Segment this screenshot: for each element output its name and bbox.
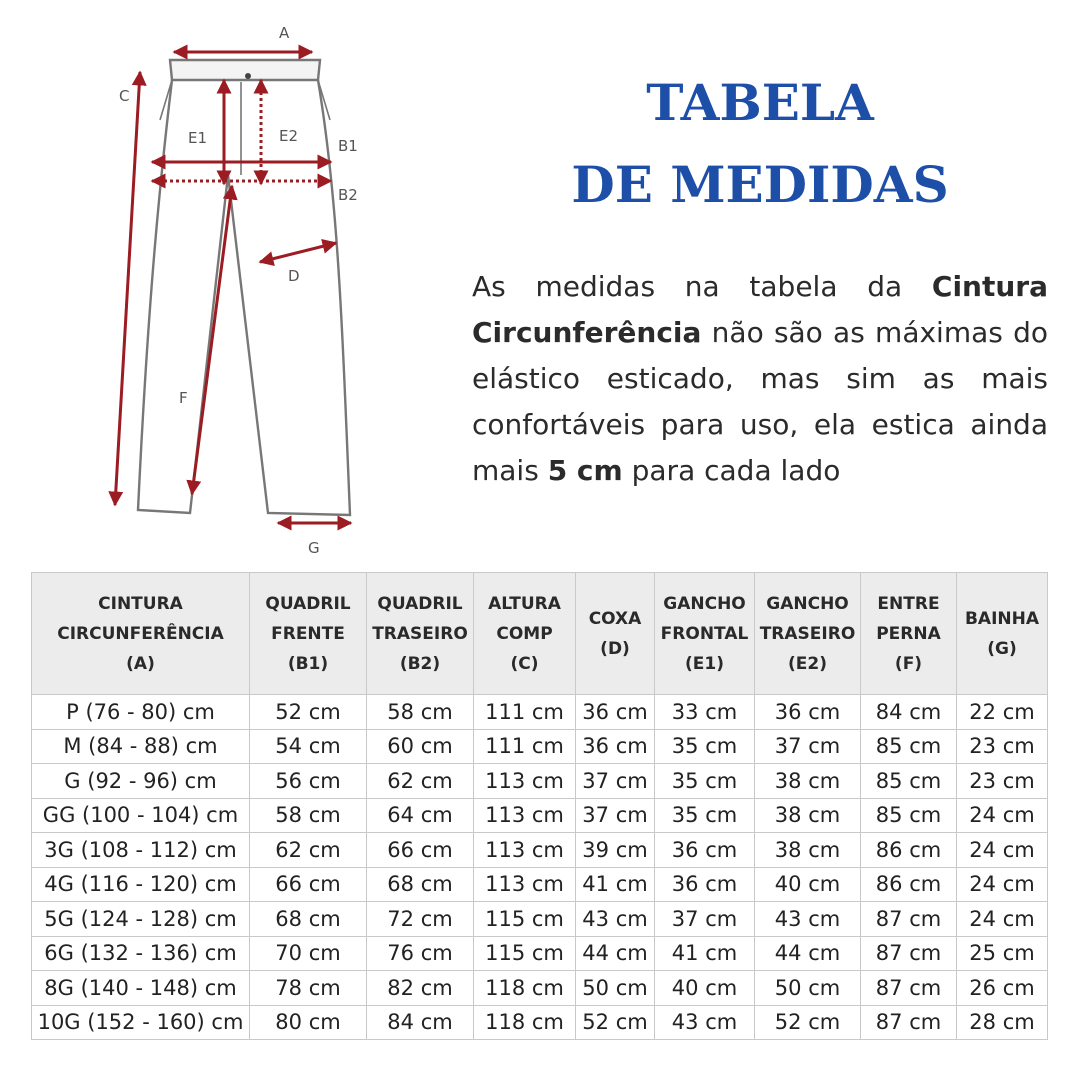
note-text-1: As medidas na tabela da	[472, 270, 932, 303]
measurement-cell: 84 cm	[861, 695, 957, 730]
size-cell: P (76 - 80) cm	[32, 695, 250, 730]
column-header	[32, 573, 250, 695]
measurement-cell: 43 cm	[755, 902, 861, 937]
note-text-3: para cada lado	[622, 454, 841, 487]
measurement-cell: 86 cm	[861, 867, 957, 902]
column-header-line: CINTURA	[98, 593, 183, 614]
measurement-cell: 37 cm	[576, 798, 655, 833]
label-c: C	[119, 87, 130, 105]
measurement-cell: 64 cm	[367, 798, 474, 833]
size-cell: GG (100 - 104) cm	[32, 798, 250, 833]
size-cell: G (92 - 96) cm	[32, 764, 250, 799]
measurement-cell: 24 cm	[957, 867, 1048, 902]
measurement-cell: 36 cm	[576, 729, 655, 764]
measurement-cell: 41 cm	[655, 936, 755, 971]
measurement-cell: 36 cm	[655, 867, 755, 902]
measurement-cell: 35 cm	[655, 729, 755, 764]
measurement-cell: 111 cm	[474, 695, 576, 730]
pants-measurement-diagram	[100, 20, 380, 560]
measurement-cell: 72 cm	[367, 902, 474, 937]
measurement-cell: 24 cm	[957, 833, 1048, 868]
label-f: F	[179, 389, 188, 407]
measurement-cell: 25 cm	[957, 936, 1048, 971]
column-header-line: QUADRIL	[265, 593, 351, 614]
column-header	[755, 573, 861, 695]
column-header-line: (B2)	[399, 653, 441, 674]
measurement-cell: 113 cm	[474, 867, 576, 902]
measurement-cell: 82 cm	[367, 971, 474, 1006]
table-row	[32, 695, 1048, 730]
size-cell: 4G (116 - 120) cm	[32, 867, 250, 902]
size-table	[31, 572, 1048, 1040]
column-header-line: (D)	[600, 638, 630, 659]
column-header-line: (F)	[894, 653, 923, 674]
measurement-cell: 50 cm	[576, 971, 655, 1006]
measurement-cell: 115 cm	[474, 902, 576, 937]
note-text-2: não são as máximas do elástico esticado, mas sim as mais confortáveis para uso, ela estica ainda mais	[472, 316, 1048, 487]
measurement-cell: 60 cm	[367, 729, 474, 764]
table-body	[32, 695, 1048, 1040]
measurement-cell: 39 cm	[576, 833, 655, 868]
table-row	[32, 867, 1048, 902]
measurement-cell: 23 cm	[957, 764, 1048, 799]
measurement-cell: 62 cm	[367, 764, 474, 799]
column-header-line: TRASEIRO	[372, 623, 468, 644]
table-row	[32, 729, 1048, 764]
column-header-line: GANCHO	[766, 593, 849, 614]
table-row	[32, 833, 1048, 868]
measurement-cell: 68 cm	[250, 902, 367, 937]
measurement-cell: 66 cm	[367, 833, 474, 868]
label-g: G	[308, 539, 320, 557]
column-header-line: ALTURA	[488, 593, 561, 614]
table-row	[32, 971, 1048, 1006]
label-b2: B2	[338, 186, 358, 204]
label-a: A	[279, 24, 290, 42]
page-title	[560, 62, 960, 226]
column-header	[655, 573, 755, 695]
column-header	[250, 573, 367, 695]
size-cell: 6G (132 - 136) cm	[32, 936, 250, 971]
measurement-cell: 35 cm	[655, 798, 755, 833]
measurement-cell: 40 cm	[755, 867, 861, 902]
column-header-line: (B1)	[287, 653, 329, 674]
measurement-cell: 113 cm	[474, 764, 576, 799]
size-cell: M (84 - 88) cm	[32, 729, 250, 764]
measurement-cell: 54 cm	[250, 729, 367, 764]
measurement-cell: 35 cm	[655, 764, 755, 799]
measurement-cell: 40 cm	[655, 971, 755, 1006]
measurement-cell: 87 cm	[861, 1005, 957, 1040]
measurement-cell: 28 cm	[957, 1005, 1048, 1040]
measurement-note	[472, 264, 1048, 494]
note-bold-stretch: 5 cm	[547, 454, 623, 487]
title-line-1: TABELA	[646, 73, 874, 132]
measurement-cell: 76 cm	[367, 936, 474, 971]
measurement-cell: 41 cm	[576, 867, 655, 902]
measurement-cell: 62 cm	[250, 833, 367, 868]
measurement-cell: 70 cm	[250, 936, 367, 971]
measurement-cell: 38 cm	[755, 833, 861, 868]
measurement-cell: 36 cm	[755, 695, 861, 730]
measurement-cell: 52 cm	[250, 695, 367, 730]
label-b1: B1	[338, 137, 358, 155]
measurement-cell: 44 cm	[755, 936, 861, 971]
column-header-line: (C)	[510, 653, 539, 674]
column-header-line: COMP	[496, 623, 553, 644]
column-header-line: (A)	[126, 653, 155, 674]
button-mark	[245, 73, 251, 79]
title-line-2: DE MEDIDAS	[571, 155, 949, 214]
measurement-cell: 44 cm	[576, 936, 655, 971]
column-header	[367, 573, 474, 695]
column-header-line: (G)	[987, 638, 1017, 659]
measurement-cell: 37 cm	[655, 902, 755, 937]
measurement-cell: 56 cm	[250, 764, 367, 799]
measurement-cell: 113 cm	[474, 798, 576, 833]
measurement-cell: 43 cm	[655, 1005, 755, 1040]
measurement-cell: 80 cm	[250, 1005, 367, 1040]
column-header-line: QUADRIL	[377, 593, 463, 614]
column-header-line: (E1)	[685, 653, 724, 674]
table-row	[32, 902, 1048, 937]
column-header	[957, 573, 1048, 695]
measurement-cell: 36 cm	[655, 833, 755, 868]
column-header-line: CIRCUNFERÊNCIA	[57, 623, 224, 644]
note-bold-waist: Cintura Circunferência	[472, 270, 1048, 349]
column-header-line: BAINHA	[964, 608, 1040, 629]
measurement-cell: 38 cm	[755, 764, 861, 799]
column-header	[861, 573, 957, 695]
measurement-cell: 86 cm	[861, 833, 957, 868]
measurement-cell: 52 cm	[576, 1005, 655, 1040]
measurement-cell: 87 cm	[861, 971, 957, 1006]
measurement-cell: 37 cm	[755, 729, 861, 764]
table-row	[32, 764, 1048, 799]
measurement-cell: 24 cm	[957, 902, 1048, 937]
measurement-cell: 118 cm	[474, 1005, 576, 1040]
size-cell: 10G (152 - 160) cm	[32, 1005, 250, 1040]
measurement-cell: 87 cm	[861, 936, 957, 971]
measurement-cell: 87 cm	[861, 902, 957, 937]
column-header-line: FRONTAL	[660, 623, 749, 644]
measurement-cell: 43 cm	[576, 902, 655, 937]
size-cell: 8G (140 - 148) cm	[32, 971, 250, 1006]
measurement-cell: 52 cm	[755, 1005, 861, 1040]
measurement-cell: 58 cm	[367, 695, 474, 730]
column-header-line: PERNA	[876, 623, 941, 644]
measurement-cell: 113 cm	[474, 833, 576, 868]
measurement-cell: 24 cm	[957, 798, 1048, 833]
column-header-line: ENTRE	[877, 593, 940, 614]
column-header-line: FRENTE	[271, 623, 345, 644]
measurement-cell: 37 cm	[576, 764, 655, 799]
measurement-cell: 111 cm	[474, 729, 576, 764]
column-header-line: (E2)	[788, 653, 827, 674]
column-header-line: TRASEIRO	[759, 623, 856, 644]
measurement-cell: 118 cm	[474, 971, 576, 1006]
measurement-cell: 85 cm	[861, 764, 957, 799]
column-header	[576, 573, 655, 695]
column-header-line: COXA	[588, 608, 642, 629]
measurement-cell: 115 cm	[474, 936, 576, 971]
measurement-cell: 84 cm	[367, 1005, 474, 1040]
measurement-cell: 26 cm	[957, 971, 1048, 1006]
measurement-cell: 58 cm	[250, 798, 367, 833]
table-row	[32, 798, 1048, 833]
measurement-cell: 50 cm	[755, 971, 861, 1006]
measurement-cell: 38 cm	[755, 798, 861, 833]
label-d: D	[288, 267, 300, 285]
table-row	[32, 1005, 1048, 1040]
measurement-cell: 66 cm	[250, 867, 367, 902]
size-cell: 3G (108 - 112) cm	[32, 833, 250, 868]
measurement-cell: 68 cm	[367, 867, 474, 902]
measurement-cell: 85 cm	[861, 729, 957, 764]
measurement-cell: 78 cm	[250, 971, 367, 1006]
measurement-cell: 23 cm	[957, 729, 1048, 764]
table-row	[32, 936, 1048, 971]
measurement-cell: 33 cm	[655, 695, 755, 730]
column-header	[474, 573, 576, 695]
column-header-line: GANCHO	[663, 593, 746, 614]
size-cell: 5G (124 - 128) cm	[32, 902, 250, 937]
measurement-cell: 85 cm	[861, 798, 957, 833]
measurement-cell: 36 cm	[576, 695, 655, 730]
measurement-cell: 22 cm	[957, 695, 1048, 730]
pants-outline	[138, 60, 350, 515]
table-header-row	[32, 573, 1048, 695]
label-e1: E1	[188, 129, 208, 147]
label-e2: E2	[279, 127, 299, 145]
